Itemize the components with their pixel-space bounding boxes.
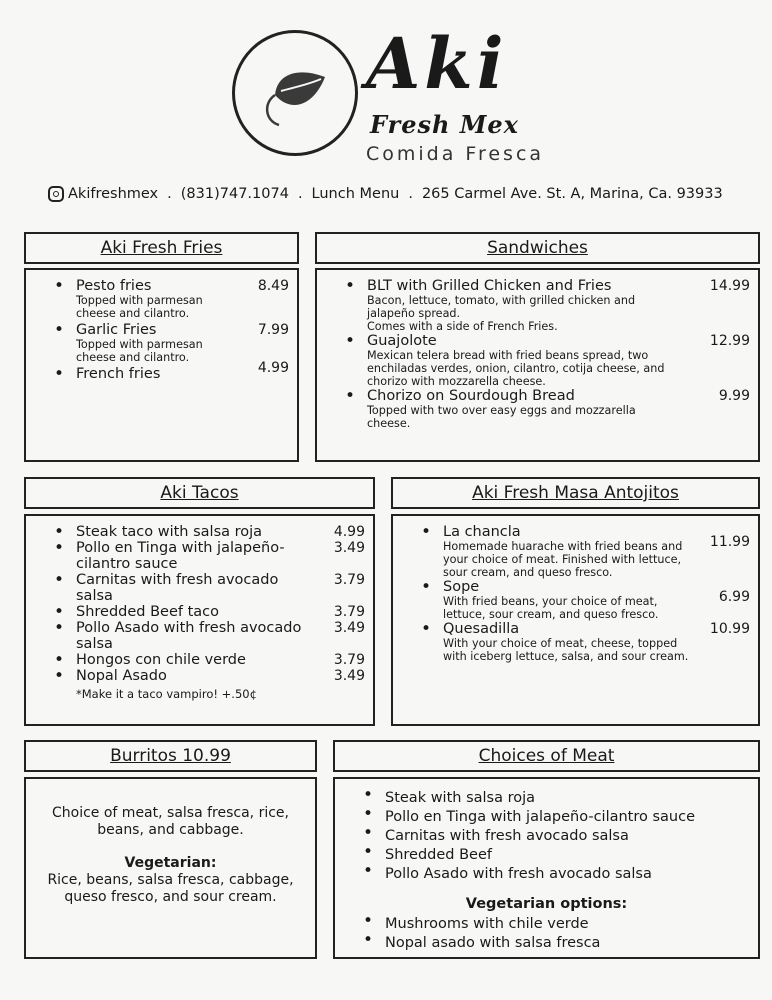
menu-item: [317, 388, 758, 430]
item-description: With your choice of meat, cheese, topped with iceberg lettuce, salsa, and sour cream.: [443, 637, 689, 663]
item-price: 3.49: [333, 620, 365, 636]
item-name: • La chancla: [443, 524, 521, 540]
burritos-description: Choice of meat, salsa fresca, rice, beans, and cabbage.: [52, 805, 289, 838]
burritos-title-box: [24, 740, 317, 772]
item-price: 12.99: [709, 333, 750, 349]
item-price: 11.99: [709, 534, 750, 550]
sandwiches-title: Sandwiches: [487, 238, 588, 258]
separator: .: [167, 186, 172, 202]
item-description: Homemade huarache with fried beans and your choice of meat. Finished with lettuce, sour cream, and queso fresco.: [443, 540, 683, 579]
item-name: • Chorizo on Sourdough Bread: [367, 388, 575, 404]
meat-option: Pollo Asado with fresh avocado salsa: [385, 866, 652, 882]
meats-vegetarian-list: [335, 913, 758, 951]
menu-type: Lunch Menu: [311, 186, 400, 202]
fries-title-box: [24, 232, 299, 264]
burritos-vegetarian-description: Rice, beans, salsa fresca, cabbage, queso fresco, and sour cream.: [47, 872, 294, 905]
item-name: • Quesadilla: [443, 621, 520, 637]
brand-tagline: Comida Fresca: [366, 143, 545, 165]
menu-item: [393, 579, 758, 621]
tacos-note: *Make it a taco vampiro! +.50¢: [76, 687, 257, 701]
item-price: 9.99: [718, 388, 750, 404]
meats-box: [333, 777, 760, 959]
item-name: • French fries: [76, 366, 161, 382]
item-description: Bacon, lettuce, tomato, with grilled chicken and jalapeño spread.: [367, 294, 636, 320]
item-name: • Hongos con chile verde: [76, 652, 246, 668]
item-price: 3.49: [333, 540, 365, 556]
fries-list: [26, 278, 297, 382]
item-price: 8.49: [257, 278, 289, 294]
meat-option: Carnitas with fresh avocado salsa: [385, 828, 629, 844]
menu-item: [26, 604, 373, 620]
meat-option: Steak with salsa roja: [385, 790, 536, 806]
item-price: 3.79: [333, 652, 365, 668]
item-price: 7.99: [257, 322, 289, 338]
item-price: 10.99: [709, 621, 750, 637]
item-price: 4.99: [333, 524, 365, 540]
meat-option: Pollo en Tinga with jalapeño-cilantro sauce: [385, 809, 696, 825]
item-name: • Garlic Fries: [76, 322, 157, 338]
veg-option: Nopal asado with salsa fresca: [385, 935, 601, 951]
burritos-vegetarian-label: Vegetarian:: [124, 855, 217, 871]
menu-item: [26, 360, 297, 382]
menu-item: [26, 322, 297, 364]
menu-item: [317, 333, 758, 388]
menu-item: [26, 278, 297, 320]
item-name: • Guajolote: [367, 333, 437, 349]
burritos-title: Burritos 10.99: [110, 746, 231, 766]
list-item: [335, 863, 758, 882]
menu-item: [393, 524, 758, 579]
meats-vegetarian-label: Vegetarian options:: [465, 896, 628, 912]
phone-number[interactable]: (831)747.1074: [180, 186, 289, 202]
item-description: With fried beans, your choice of meat, lettuce, sour cream, and queso fresco.: [443, 595, 659, 621]
menu-item: [393, 621, 758, 663]
menu-item: [317, 278, 758, 333]
item-price: 3.49: [333, 668, 365, 684]
meats-title: Choices of Meat: [478, 746, 615, 766]
antojitos-list: [393, 524, 758, 663]
burritos-box: [24, 777, 317, 959]
sandwiches-title-box: [315, 232, 760, 264]
item-description-extra: Comes with a side of French Fries.: [367, 320, 558, 333]
info-bar: [48, 186, 723, 202]
item-price: 4.99: [257, 360, 289, 376]
menu-item: [26, 668, 373, 684]
item-name: • Nopal Asado: [76, 668, 167, 684]
brand-subtitle: Fresh Mex: [370, 110, 519, 139]
item-price: 6.99: [718, 589, 750, 605]
item-price: 3.79: [333, 572, 365, 588]
meats-title-box: [333, 740, 760, 772]
item-name: • Pesto fries: [76, 278, 152, 294]
antojitos-title-box: [391, 477, 760, 509]
antojitos-box: [391, 514, 760, 726]
tacos-title: Aki Tacos: [160, 483, 239, 503]
item-name: • BLT with Grilled Chicken and Fries: [367, 278, 612, 294]
menu-item: [26, 572, 373, 604]
item-price: 14.99: [709, 278, 750, 294]
sandwiches-box: [315, 268, 760, 462]
item-name: • Steak taco with salsa roja: [76, 524, 263, 540]
instagram-icon: [48, 186, 64, 202]
item-name: • Carnitas with fresh avocado salsa: [76, 572, 279, 604]
item-name: • Pollo en Tinga with jalapeño-cilantro sauce: [76, 540, 285, 572]
tacos-title-box: [24, 477, 375, 509]
meats-list: [335, 787, 758, 882]
item-description: Topped with parmesan cheese and cilantro.: [76, 294, 203, 320]
instagram-handle[interactable]: Akifreshmex: [68, 186, 159, 202]
list-item: [335, 913, 758, 932]
brand-name: Aki: [366, 22, 508, 105]
item-name: • Sope: [443, 579, 480, 595]
list-item: [335, 806, 758, 825]
fries-title: Aki Fresh Fries: [100, 238, 223, 258]
tacos-box: [24, 514, 375, 726]
logo-leaf-icon: [232, 30, 358, 156]
fries-box: [24, 268, 299, 462]
veg-option: Mushrooms with chile verde: [385, 916, 589, 932]
menu-item: [26, 652, 373, 668]
item-description: Topped with parmesan cheese and cilantro.: [76, 338, 203, 364]
item-name: • Pollo Asado with fresh avocado salsa: [76, 620, 302, 652]
menu-item: [26, 620, 373, 652]
menu-item: [26, 540, 373, 572]
antojitos-title: Aki Fresh Masa Antojitos: [472, 483, 679, 503]
list-item: [335, 932, 758, 951]
menu-item: [26, 524, 373, 540]
list-item: [335, 787, 758, 806]
list-item: [335, 844, 758, 863]
tacos-list: [26, 524, 373, 684]
item-name: • Shredded Beef taco: [76, 604, 220, 620]
address: 265 Carmel Ave. St. A, Marina, Ca. 93933: [421, 186, 723, 202]
separator: .: [297, 186, 303, 202]
list-item: [335, 825, 758, 844]
item-description: Topped with two over easy eggs and mozzarella cheese.: [367, 404, 636, 430]
sandwiches-list: [317, 278, 758, 430]
item-description: Mexican telera bread with fried beans spread, two enchiladas verdes, onion, cilantro, cotija cheese, and chorizo with mozzarella cheese.: [367, 349, 665, 388]
meat-option: Shredded Beef: [385, 847, 492, 863]
separator: .: [408, 186, 413, 202]
item-price: 3.79: [333, 604, 365, 620]
